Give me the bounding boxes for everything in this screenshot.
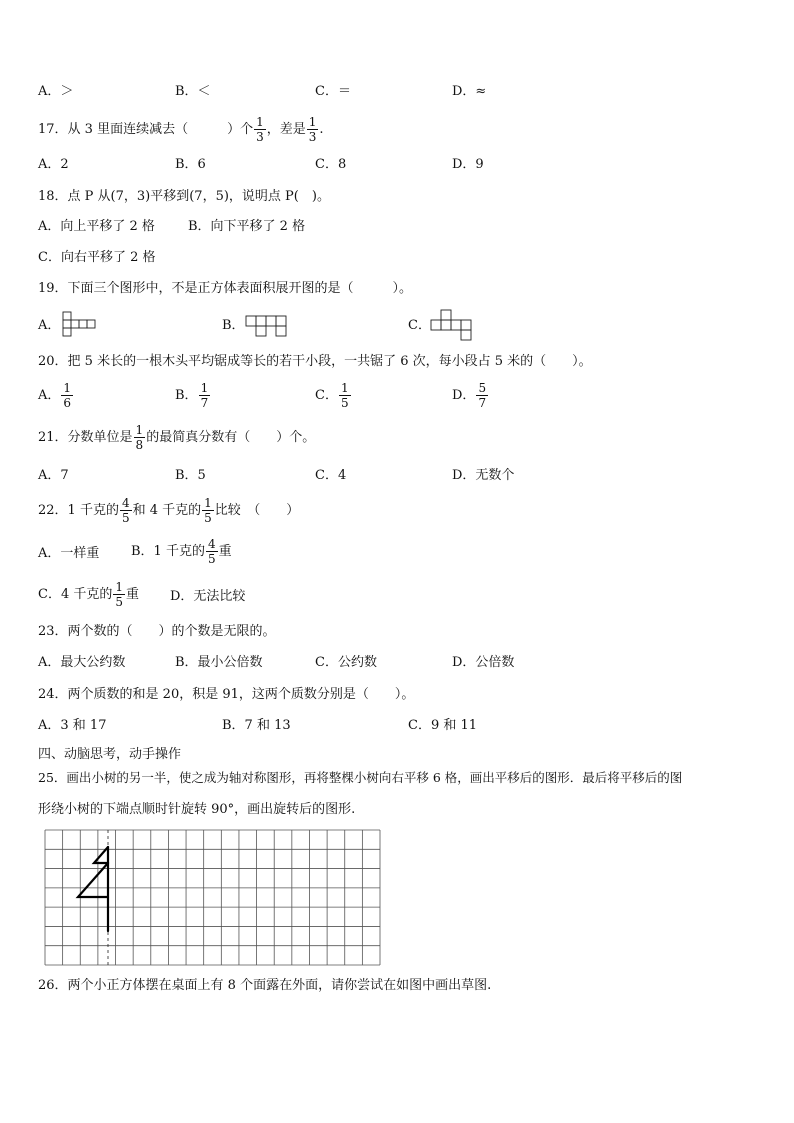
q22-option-b: B．1 千克的 $\frac{4}{5}$ 重: [131, 537, 232, 566]
q22-fraction-2: $\frac{1}{5}$: [204, 496, 212, 525]
q20-fraction-a: $\frac{1}{6}$: [63, 381, 72, 410]
q19-question: 19．下面三个图形中，不是正方体表面积展开图的是（ ）。: [38, 281, 413, 296]
q23-option-a: A．最大公约数: [38, 655, 126, 670]
q17-text-post: .: [319, 122, 324, 137]
q17-fraction-1: $\frac{1}{3}$: [256, 115, 264, 144]
q17-text-mid: ，差是: [266, 122, 306, 137]
q22-option-d: D．无法比较: [170, 589, 246, 604]
q22-option-a: A．一样重: [38, 546, 100, 561]
q20-option-b: B． $\frac{1}{7}$: [175, 381, 209, 410]
q24-option-c: C．9 和 11: [408, 718, 478, 733]
q18-option-b: B．向下平移了 2 格: [188, 219, 306, 234]
q21-option-b: B．5: [175, 468, 206, 483]
q16-option-c: C．＝: [315, 84, 351, 99]
q24-option-b: B．7 和 13: [222, 718, 291, 733]
q17-text-pre: 17．从 3 里面连续减去（ ）个: [38, 122, 254, 137]
q16-option-d: D．≈: [452, 84, 487, 99]
q23-option-c: C．公约数: [315, 655, 377, 670]
q24-question: 24．两个质数的和是 20，积是 91，这两个质数分别是（ ）。: [38, 687, 415, 702]
q18-option-c: C．向右平移了 2 格: [38, 250, 156, 265]
section-heading: 四、动脑思考，动手操作: [38, 747, 182, 762]
q22-fraction-c: $\frac{1}{5}$: [115, 580, 123, 609]
q17-option-d: D．9: [452, 157, 484, 172]
q20-option-d: D． $\frac{5}{7}$: [452, 381, 487, 410]
q17-fraction-2: $\frac{1}{3}$: [308, 115, 317, 144]
q21-option-c: C．4: [315, 468, 347, 483]
q20-fraction-b: $\frac{1}{7}$: [200, 381, 209, 410]
q22-fraction-b: $\frac{4}{5}$: [207, 537, 216, 566]
q21-fraction: $\frac{1}{8}$: [135, 423, 144, 452]
q17-option-a: A．2: [38, 157, 69, 172]
q17-option-b: B．6: [175, 157, 206, 172]
q19-option-b: B．: [222, 318, 245, 333]
q17-question: [38, 115, 324, 144]
q20-fraction-c: $\frac{1}{5}$: [340, 381, 349, 410]
q19-option-a: A．: [38, 318, 61, 333]
cube-net-c: [430, 309, 472, 341]
q25-question-line1: 25．画出小树的另一半，使之成为轴对称图形，再将整棵小树向右平移 6 格，画出平移后的图形．最后将平移后的图: [38, 770, 683, 785]
q22-question: 22．1 千克的 $\frac{4}{5}$ 和 4 千克的 $\frac{1}{5}$ 比较 （ ）: [38, 496, 300, 525]
q20-option-c: C． $\frac{1}{5}$: [315, 381, 349, 410]
q20-option-a: A． $\frac{1}{6}$: [38, 381, 72, 410]
q18-question: 18．点 P 从(7，3)平移到(7，5)，说明点 P( )。: [38, 189, 330, 204]
tree-grid: [45, 830, 381, 966]
cube-net-b: [245, 311, 287, 341]
q21-question: 21．分数单位是 $\frac{1}{8}$ 的最简真分数有（ ）个。: [38, 423, 316, 452]
q22-option-c: C．4 千克的 $\frac{1}{5}$ 重: [38, 580, 140, 609]
q23-option-d: D．公倍数: [452, 655, 515, 670]
q24-option-a: A．3 和 17: [38, 718, 107, 733]
q16-option-b: B．＜: [175, 84, 211, 99]
q18-option-a: A．向上平移了 2 格: [38, 219, 155, 234]
half-tree: [78, 847, 108, 931]
q19-option-c: C．: [408, 318, 431, 333]
q26-question: 26．两个小正方体摆在桌面上有 8 个面露在外面，请你尝试在如图中画出草图.: [38, 978, 492, 993]
q20-question: 20．把 5 米长的一根木头平均锯成等长的若干小段，一共锯了 6 次，每小段占 5 米的（ ）。: [38, 354, 592, 369]
q23-question: 23．两个数的（ ）的个数是无限的。: [38, 624, 276, 639]
q21-option-a: A．7: [38, 468, 69, 483]
q22-fraction-1: $\frac{4}{5}$: [121, 496, 130, 525]
q16-option-a: A．＞: [38, 84, 74, 99]
q23-option-b: B．最小公倍数: [175, 655, 263, 670]
q21-option-d: D．无数个: [452, 468, 515, 483]
cube-net-a: [62, 311, 104, 341]
q25-question-line2: 形绕小树的下端点顺时针旋转 90°，画出旋转后的图形.: [38, 802, 356, 817]
q17-option-c: C．8: [315, 157, 347, 172]
q20-fraction-d: $\frac{5}{7}$: [478, 381, 487, 410]
